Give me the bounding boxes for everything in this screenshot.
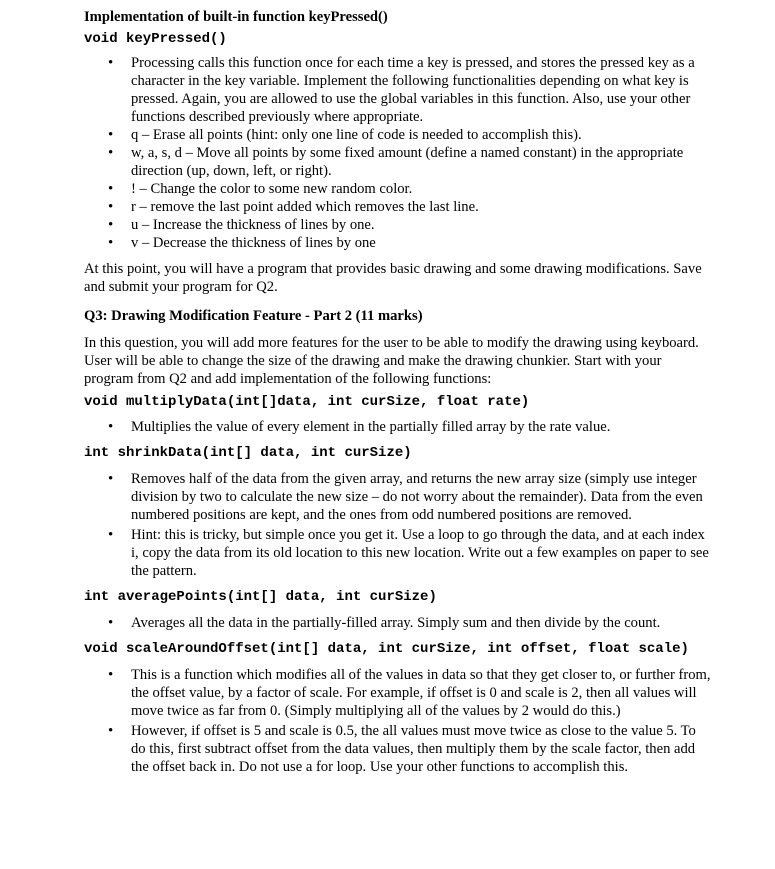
list-item: • However, if offset is 5 and scale is 0.5, the all values must move twice as close to the value 5. To do this, first subtract offset from the data values, then multiply them by the scale factor, then add the offset back in. Do not use a for loop. Use your other functions to accomplish this. [108,723,696,775]
bullet-icon: • [108,181,114,197]
multiply-data-bullet-list [84,418,714,436]
average-points-signature: int averagePoints(int[] data, int curSize) [84,589,437,605]
bullet-icon: • [108,615,114,631]
list-item: • Multiplies the value of every element in the partially filled array by the rate value. [108,419,611,435]
bullet-icon: • [108,127,114,143]
list-item: • Processing calls this function once for each time a key is pressed, and stores the pressed key as a character in the key variable. Implement the following functionalities depending on what key is pressed. Again, you are allowed to use the global variables in this function. Also, use your other functions described previously where appropriate. [108,55,695,125]
q2-conclusion: At this point, you will have a program that provides basic drawing and some drawing modifications. Save and submit your program for Q2. [84,261,702,295]
shrink-data-signature: int shrinkData(int[] data, int curSize) [84,445,412,461]
bullet-icon: • [108,667,114,683]
multiply-data-signature: void multiplyData(int[]data, int curSize, float rate) [84,394,530,410]
list-item: • v – Decrease the thickness of lines by one [108,235,376,251]
bullet-icon: • [108,235,114,251]
list-item: • u – Increase the thickness of lines by one. [108,217,375,233]
list-item: • This is a function which modifies all of the values in data so that they get closer to, or further from, the offset value, by a factor of scale. For example, if offset is 0 and scale is 2, then all values will move twice as far from 0. (Simply multiplying all of the values by 2 would do this.) [108,667,711,719]
list-item: • q – Erase all points (hint: only one line of code is needed to accomplish this). [108,127,582,143]
document-page [84,8,714,776]
bullet-icon: • [108,723,114,739]
bullet-icon: • [108,527,114,543]
average-points-bullet-list [84,614,714,632]
q3-intro: In this question, you will add more features for the user to be able to modify the drawing using keyboard. User will be able to change the size of the drawing and make the drawing chunkier. Start with your program from Q2 and add implementation of the following functions: [84,335,699,387]
bullet-icon: • [108,145,114,161]
bullet-icon: • [108,419,114,435]
bullet-icon: • [108,471,114,487]
implementation-heading: Implementation of built-in function keyPressed() [84,9,388,25]
list-item: • r – remove the last point added which removes the last line. [108,199,479,215]
keypressed-signature: void keyPressed() [84,31,227,47]
scale-around-offset-signature: void scaleAroundOffset(int[] data, int curSize, int offset, float scale) [84,641,689,657]
list-item: • Removes half of the data from the given array, and returns the new array size (simply use integer division by two to calculate the new size – do not worry about the remainder). Data from the even numbered positions are kept, and the ones from odd numbered positions are removed. [108,471,703,523]
shrink-data-bullet-list [84,470,714,580]
keypressed-bullet-list [84,54,714,252]
bullet-icon: • [108,217,114,233]
q3-heading: Q3: Drawing Modification Feature - Part 2 (11 marks) [84,308,423,324]
bullet-icon: • [108,55,114,71]
list-item: • w, a, s, d – Move all points by some fixed amount (define a named constant) in the appropriate direction (up, down, left, or right). [108,145,684,179]
list-item: • Averages all the data in the partially-filled array. Simply sum and then divide by the count. [108,615,661,631]
bullet-icon: • [108,199,114,215]
list-item: • ! – Change the color to some new random color. [108,181,413,197]
scale-around-offset-bullet-list [84,666,714,776]
list-item: • Hint: this is tricky, but simple once you get it. Use a loop to go through the data, and at each index i, copy the data from its old location to this new location. Write out a few examples on paper to see the pattern. [108,527,709,579]
